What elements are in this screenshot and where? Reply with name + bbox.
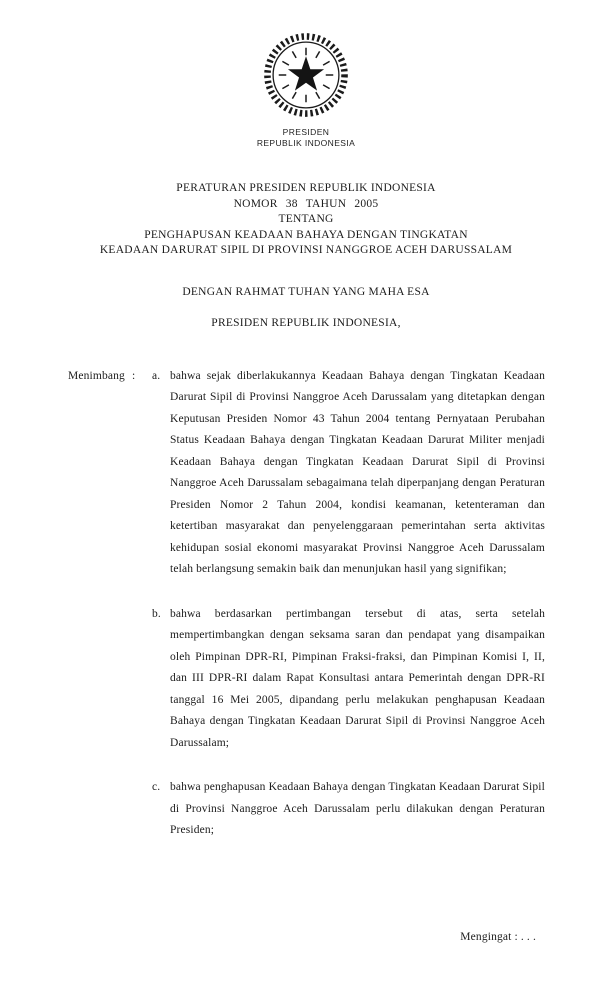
presidential-seal-icon <box>259 28 353 122</box>
page-catchword: Mengingat : . . . <box>460 931 536 943</box>
consideration-item-c <box>68 777 545 842</box>
title-tentang: TENTANG <box>278 213 334 225</box>
considerations-label: Menimbang <box>68 369 125 382</box>
item-marker: a. <box>152 369 161 382</box>
considerations-separator: : <box>132 369 136 382</box>
item-marker: c. <box>152 781 161 793</box>
org-name-line2: REPUBLIK INDONESIA <box>256 138 356 148</box>
org-name <box>0 127 612 149</box>
authority-line: PRESIDEN REPUBLIK INDONESIA, <box>211 316 401 329</box>
item-text: bahwa sejak diberlakukannya Keadaan Bahaya dengan Tingkatan Keadaan Darurat Sipil di Provinsi Nanggroe Aceh Darussalam yang ditetapkan dengan Keputusan Presiden Nomor 43 Tahun 2004 tentang Pernyataan Perubahan Status Keadaan Bahaya dengan Tingkatan Keadaan Darurat Militer menjadi Keadaan Bahaya dengan Tingkatan Keadaan Darurat Sipil di Provinsi Nanggroe Aceh Darussalam sebagaimana telah diperpanjang dengan Peraturan Presiden Nomor 2 Tahun 2004, kondisi keamanan, ketenteraman dan ketertiban masyarakat dan penyelenggaraan pemerintahan serta aktivitas kehidupan sosial ekonomi masyarakat Provinsi Nanggroe Aceh Darussalam telah berlangsung semakin baik dan menunjukan hasil yang signifikan; <box>170 369 545 575</box>
title-subject-line2: KEADAAN DARURAT SIPIL DI PROVINSI NANGGROE ACEH DARUSSALAM <box>99 244 513 256</box>
item-text: bahwa berdasarkan pertimbangan tersebut di atas, serta setelah mempertimbangkan dengan seksama saran dan pendapat yang disampaikan oleh Pimpinan DPR-RI, Pimpinan Fraksi-fraksi, dan Pimpinan Komisi I, II, dan III DPR-RI dalam Rapat Konsultasi antara Pemerintah dengan DPR-RI tanggal 16 Mei 2005, dipandang perlu melakukan penghapusan Keadaan Bahaya dengan Tingkatan Keadaan Darurat Sipil di Provinsi Nanggroe Aceh Darussalam; <box>170 607 545 749</box>
title-subject-line1: PENGHAPUSAN KEADAAN BAHAYA DENGAN TINGKATAN <box>144 228 468 241</box>
document-title <box>0 181 612 259</box>
consideration-item-a <box>68 366 545 581</box>
title-regulation-name: PERATURAN PRESIDEN REPUBLIK INDONESIA <box>176 182 436 194</box>
item-marker: b. <box>152 607 161 620</box>
item-text: bahwa penghapusan Keadaan Bahaya dengan Tingkatan Keadaan Darurat Sipil di Provinsi Nanggroe Aceh Darussalam perlu dilakukan dengan Peraturan Presiden; <box>170 781 545 836</box>
invocation-line: DENGAN RAHMAT TUHAN YANG MAHA ESA <box>182 285 430 298</box>
consideration-item-b <box>68 604 545 755</box>
title-number-year: NOMOR 38 TAHUN 2005 <box>233 197 379 210</box>
org-name-line1: PRESIDEN <box>282 127 330 137</box>
considerations-section <box>0 366 612 842</box>
